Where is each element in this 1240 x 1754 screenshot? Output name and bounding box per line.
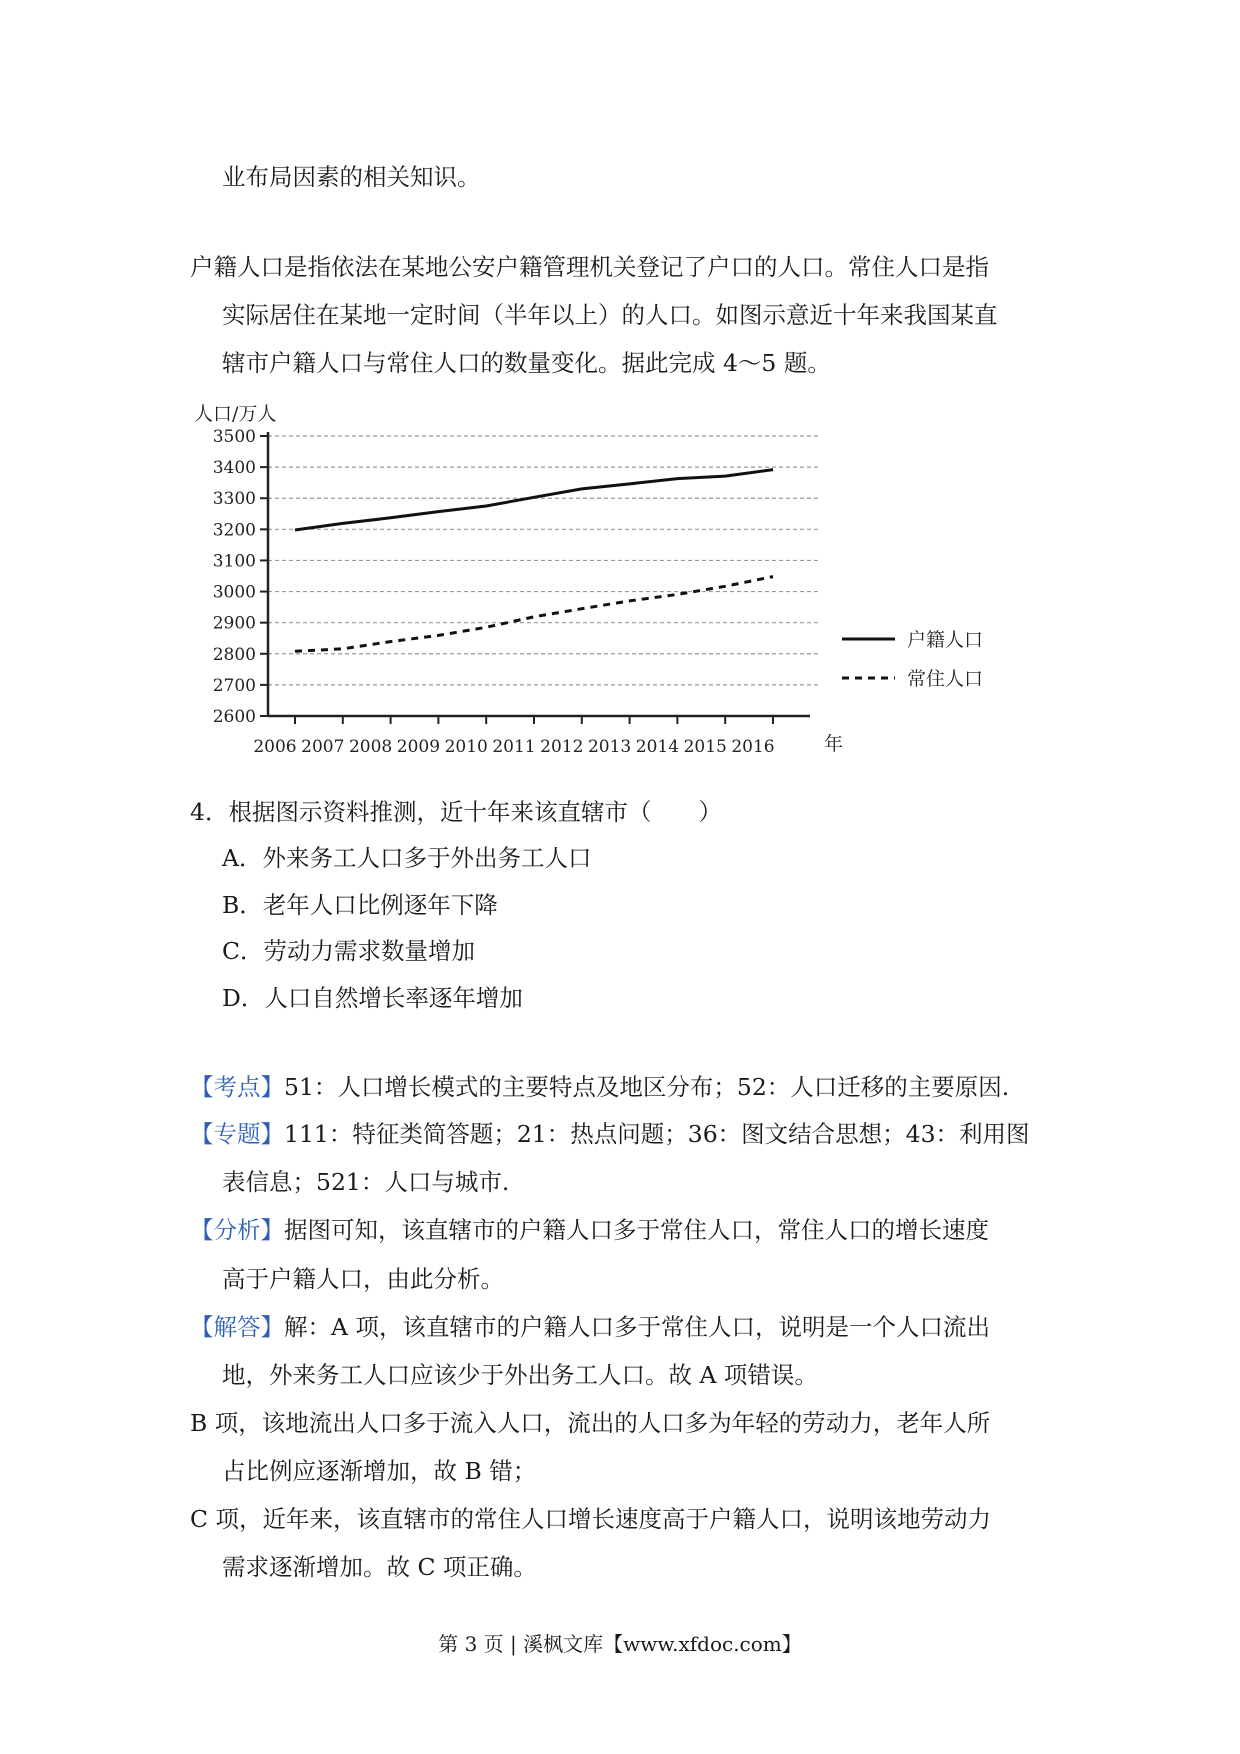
y-tick-label: 3000 bbox=[212, 582, 256, 603]
x-tick-label: 2013 bbox=[587, 737, 632, 757]
c-item-line: C 项，近年来，该直辖市的常住人口增长速度高于户籍人口，说明该地劳动力 bbox=[190, 1505, 991, 1533]
x-tick-label: 2015 bbox=[683, 737, 727, 757]
y-axis-label: 人口/万人 bbox=[194, 403, 277, 425]
option-b: B．老年人口比例逐年下降 bbox=[222, 891, 498, 919]
b-item-cont: 占比例应逐渐增加，故 B 错； bbox=[222, 1457, 537, 1485]
kaodian-text: 51：人口增长模式的主要特点及地区分布；52：人口迁移的主要原因. bbox=[284, 1073, 1010, 1101]
option-a: A．外来务工人口多于外出务工人口 bbox=[222, 844, 592, 872]
stem-line: 实际居住在某地一定时间（半年以上）的人口。如图示意近十年来我国某直 bbox=[222, 301, 998, 329]
zhuanti-line bbox=[190, 1119, 1030, 1149]
x-axis-label: 年 bbox=[824, 733, 844, 755]
y-tick-label: 3300 bbox=[212, 489, 256, 510]
jieda-tag: 【解答】 bbox=[190, 1313, 284, 1341]
kaodian-line bbox=[190, 1072, 1009, 1102]
question-text: 4．根据图示资料推测，近十年来该直辖市（ ） bbox=[190, 798, 722, 826]
option-d: D．人口自然增长率逐年增加 bbox=[222, 984, 523, 1012]
zhuanti-tag: 【专题】 bbox=[190, 1120, 284, 1148]
jieda-line bbox=[190, 1312, 990, 1342]
legend-label: 户籍人口 bbox=[907, 629, 984, 651]
x-tick-label: 2008 bbox=[348, 737, 393, 757]
y-tick-label: 2600 bbox=[212, 707, 256, 727]
x-tick-label: 2014 bbox=[635, 737, 680, 757]
y-tick-label: 3400 bbox=[212, 458, 256, 479]
kaodian-tag: 【考点】 bbox=[190, 1073, 284, 1101]
zhuanti-text: 111：特征类简答题；21：热点问题；36：图文结合思想；43：利用图 bbox=[284, 1120, 1030, 1148]
stem-line: 户籍人口是指依法在某地公安户籍管理机关登记了户口的人口。常住人口是指 bbox=[190, 253, 989, 281]
x-tick-label: 2012 bbox=[540, 737, 584, 757]
x-tick-label: 2007 bbox=[301, 737, 345, 757]
fenxi-tag: 【分析】 bbox=[190, 1216, 284, 1244]
x-tick-label: 2011 bbox=[492, 737, 536, 757]
y-tick-label: 2900 bbox=[212, 613, 256, 634]
y-tick-label: 2800 bbox=[212, 644, 256, 665]
legend-label: 常住人口 bbox=[907, 668, 984, 690]
fenxi-line bbox=[190, 1215, 989, 1245]
x-tick-label: 2009 bbox=[396, 737, 441, 757]
y-tick-label: 2700 bbox=[212, 675, 256, 696]
x-tick-label: 2006 bbox=[253, 737, 297, 757]
series-line-changzhu bbox=[295, 577, 773, 652]
b-item-line: B 项，该地流出人口多于流入人口，流出的人口多为年轻的劳动力，老年人所 bbox=[190, 1409, 991, 1437]
y-tick-label: 3500 bbox=[212, 427, 256, 447]
stem-line: 辖市户籍人口与常住人口的数量变化。据此完成 4～5 题。 bbox=[222, 349, 831, 377]
y-tick-label: 3200 bbox=[212, 520, 256, 541]
x-tick-label: 2010 bbox=[444, 737, 488, 757]
population-line-chart bbox=[180, 398, 1010, 768]
fenxi-text: 据图可知，该直辖市的户籍人口多于常住人口，常住人口的增长速度 bbox=[284, 1216, 989, 1244]
zhuanti-cont: 表信息；521：人口与城市. bbox=[222, 1168, 510, 1196]
fenxi-cont: 高于户籍人口，由此分析。 bbox=[222, 1265, 504, 1293]
c-item-cont: 需求逐渐增加。故 C 项正确。 bbox=[222, 1553, 537, 1581]
jieda-cont: 地，外来务工人口应该少于外出务工人口。故 A 项错误。 bbox=[222, 1361, 818, 1389]
jieda-text: 解：A 项，该直辖市的户籍人口多于常住人口，说明是一个人口流出 bbox=[284, 1313, 990, 1341]
series-line-huji bbox=[295, 470, 773, 530]
y-tick-label: 3100 bbox=[212, 551, 256, 572]
intro-tail: 业布局因素的相关知识。 bbox=[222, 163, 481, 191]
option-c: C．劳动力需求数量增加 bbox=[222, 937, 475, 965]
page-footer: 第 3 页 | 溪枫文库【www.xfdoc.com】 bbox=[438, 1632, 802, 1656]
x-tick-label: 2016 bbox=[731, 737, 775, 757]
